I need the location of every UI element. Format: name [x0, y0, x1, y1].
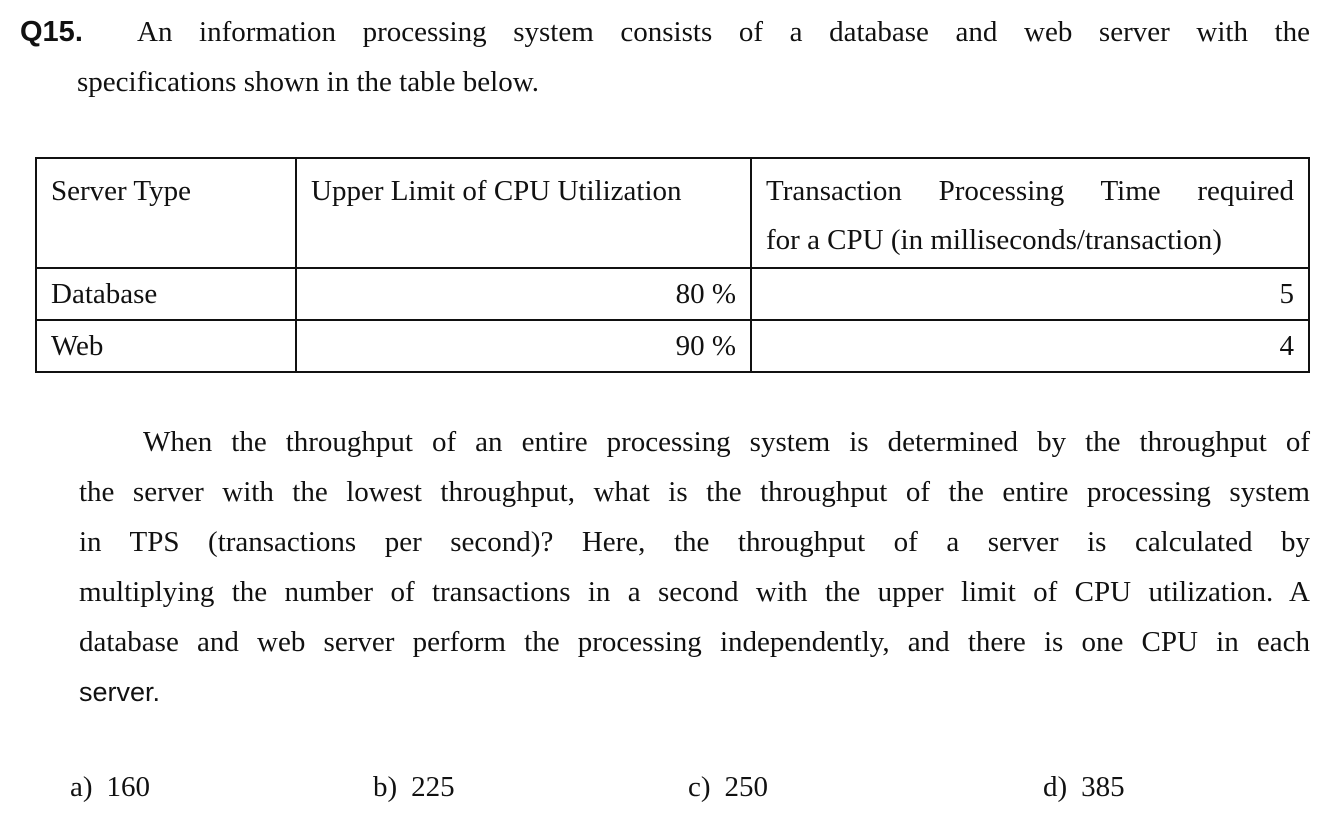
paragraph-line: in TPS (transactions per second)? Here, the throughput of a server is calculated by	[79, 526, 1310, 558]
choice-a[interactable]	[70, 771, 150, 804]
choice-label: a)	[70, 771, 93, 803]
header-processing-time	[751, 158, 1309, 268]
question-intro-line-2: specifications shown in the table below.	[77, 66, 540, 98]
table-header-row	[36, 158, 1309, 268]
cell-cpu-limit: 90 %	[296, 320, 751, 372]
header-processing-time-line-2: for a CPU (in milliseconds/transaction)	[766, 224, 1222, 256]
cell-cpu-limit: 80 %	[296, 268, 751, 320]
paragraph-line: server.	[79, 677, 161, 707]
choice-value: 250	[724, 771, 769, 803]
paragraph-line: database and web server perform the processing independently, and there is one CPU in each	[79, 626, 1310, 658]
choice-value: 225	[411, 771, 455, 803]
paragraph-line: When the throughput of an entire processing system is determined by the throughput of	[143, 426, 1310, 458]
header-cpu-limit: Upper Limit of CPU Utilization	[296, 158, 751, 268]
cell-server: Web	[36, 320, 296, 372]
choice-value: 385	[1081, 771, 1125, 803]
choice-b[interactable]	[373, 771, 455, 804]
paragraph-line: multiplying the number of transactions in a second with the upper limit of CPU utilization. A	[79, 576, 1310, 608]
cell-server: Database	[36, 268, 296, 320]
paragraph-line: the server with the lowest throughput, what is the throughput of the entire processing system	[79, 476, 1310, 508]
table-row	[36, 320, 1309, 372]
table-row	[36, 268, 1309, 320]
header-processing-time-line-1: Transaction Processing Time required	[766, 175, 1294, 207]
choice-label: c)	[688, 771, 711, 803]
choice-value: 160	[106, 771, 151, 803]
question-paragraph	[79, 417, 1310, 717]
header-server-type: Server Type	[36, 158, 296, 268]
choice-label: d)	[1043, 771, 1068, 803]
choice-label: b)	[373, 771, 398, 803]
question-intro-line-1: An information processing system consists of a database and web server with the	[137, 16, 1310, 48]
answer-choices	[0, 771, 1333, 815]
choice-c[interactable]	[688, 771, 768, 804]
cell-processing-time: 4	[751, 320, 1309, 372]
choice-d[interactable]	[1043, 771, 1125, 804]
cell-processing-time: 5	[751, 268, 1309, 320]
question-number: Q15.	[20, 16, 83, 48]
specification-table	[35, 157, 1310, 373]
